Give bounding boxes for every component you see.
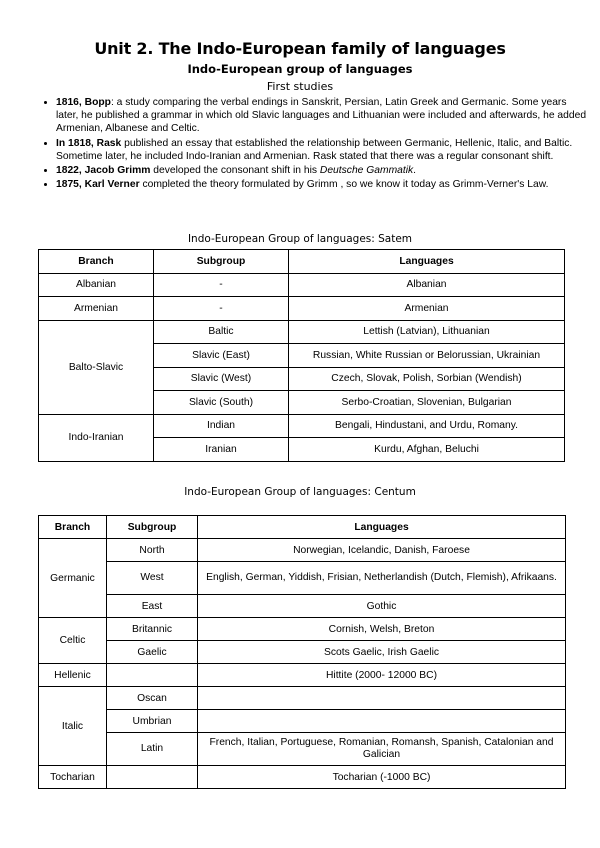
table-row — [39, 664, 566, 687]
subgroup-cell — [107, 766, 198, 789]
subgroup-cell: Umbrian — [107, 710, 198, 733]
languages-cell: Scots Gaelic, Irish Gaelic — [198, 641, 566, 664]
satem-table — [38, 249, 565, 462]
study-lead: In 1818, Rask — [56, 137, 122, 149]
branch-cell: Italic — [39, 687, 107, 766]
subgroup-cell: Iranian — [154, 438, 289, 462]
languages-cell: Armenian — [289, 297, 565, 321]
table-row — [39, 297, 565, 321]
languages-cell: Tocharian (-1000 BC) — [198, 766, 566, 789]
languages-cell: Russian, White Russian or Belorussian, Ukrainian — [289, 344, 565, 368]
table-row — [39, 273, 565, 297]
table-row — [39, 539, 566, 562]
study-text: developed the consonant shift in his — [150, 165, 320, 177]
table-row — [39, 710, 566, 733]
subgroup-cell: North — [107, 539, 198, 562]
list-item — [56, 96, 588, 136]
table-header-row — [39, 250, 565, 274]
study-lead: 1816, Bopp — [56, 97, 111, 108]
section-heading: First studies — [266, 80, 334, 93]
branch-cell: Tocharian — [39, 766, 107, 789]
list-item — [56, 137, 588, 163]
languages-cell: French, Italian, Portuguese, Romanian, Romansh, Spanish, Catalonian and Galician — [198, 733, 566, 766]
table-row — [39, 618, 566, 641]
languages-cell: Serbo-Croatian, Slovenian, Bulgarian — [289, 391, 565, 415]
subgroup-cell: West — [107, 562, 198, 595]
subgroup-cell: Oscan — [107, 687, 198, 710]
study-lead: 1875, Karl Verner — [56, 179, 140, 191]
branch-cell: Albanian — [39, 273, 154, 297]
languages-cell: Bengali, Hindustani, and Urdu, Romany. — [289, 414, 565, 438]
languages-cell: Norwegian, Icelandic, Danish, Faroese — [198, 539, 566, 562]
column-header: Branch — [39, 250, 154, 274]
subgroup-cell: - — [154, 273, 289, 297]
column-header: Languages — [289, 250, 565, 274]
study-text: completed the theory formulated by Grimm , so we know it today as Grimm-Verner's Law. — [139, 179, 549, 191]
languages-cell: Kurdu, Afghan, Beluchi — [289, 438, 565, 462]
subgroup-cell: Slavic (South) — [154, 391, 289, 415]
table-row — [39, 766, 566, 789]
centum-caption: Indo-European Group of languages: Centum — [184, 486, 416, 498]
table-row — [39, 414, 565, 438]
languages-cell: Cornish, Welsh, Breton — [198, 618, 566, 641]
subgroup-cell: Indian — [154, 414, 289, 438]
study-tail: . — [413, 165, 417, 177]
subgroup-cell: Slavic (West) — [154, 367, 289, 391]
languages-cell — [198, 687, 566, 710]
subgroup-cell: Gaelic — [107, 641, 198, 664]
table-row — [39, 595, 566, 618]
study-book-title: Deutsche Gammatik — [319, 165, 414, 177]
column-header: Languages — [198, 516, 566, 539]
study-lead: 1822, Jacob Grimm — [56, 165, 151, 177]
subgroup-cell — [107, 664, 198, 687]
branch-cell: Hellenic — [39, 664, 107, 687]
branch-cell: Indo-Iranian — [39, 414, 154, 461]
branch-cell: Armenian — [39, 297, 154, 321]
table-header-row — [39, 516, 566, 539]
subgroup-cell: - — [154, 297, 289, 321]
centum-table — [38, 515, 566, 789]
list-item — [56, 164, 588, 177]
page-title: Unit 2. The Indo-European family of languages — [94, 39, 506, 58]
table-row — [39, 562, 566, 595]
list-item — [56, 178, 588, 191]
languages-cell: English, German, Yiddish, Frisian, Netherlandish (Dutch, Flemish), Afrikaans. — [198, 562, 566, 595]
first-studies-list — [38, 96, 588, 192]
subgroup-cell: East — [107, 595, 198, 618]
languages-cell: Hittite (2000- 12000 BC) — [198, 664, 566, 687]
table-row — [39, 687, 566, 710]
satem-caption: Indo-European Group of languages: Satem — [187, 233, 413, 245]
subgroup-cell: Baltic — [154, 320, 289, 344]
column-header: Subgroup — [154, 250, 289, 274]
table-row — [39, 641, 566, 664]
branch-cell: Balto-Slavic — [39, 320, 154, 414]
languages-cell: Lettish (Latvian), Lithuanian — [289, 320, 565, 344]
table-row — [39, 733, 566, 766]
branch-cell: Celtic — [39, 618, 107, 664]
branch-cell: Germanic — [39, 539, 107, 618]
subgroup-cell: Britannic — [107, 618, 198, 641]
subgroup-cell: Latin — [107, 733, 198, 766]
languages-cell — [198, 710, 566, 733]
page-subtitle: Indo-European group of languages — [187, 62, 413, 76]
column-header: Branch — [39, 516, 107, 539]
table-row — [39, 320, 565, 344]
languages-cell: Gothic — [198, 595, 566, 618]
study-text: : a study comparing the verbal endings in Sanskrit, Persian, Latin Greek and Germanic. Some years later, he published a grammar in which old Slavic languages and Lithuanian were included and afterwards, he added Armenian, Albanese and Celtic. — [56, 97, 587, 135]
column-header: Subgroup — [107, 516, 198, 539]
languages-cell: Albanian — [289, 273, 565, 297]
study-text: published an essay that established the relationship between Germanic, Hellenic, Italic, and Baltic. Sometime later, he included Indo-Iranian and Armenian. Rask stated that there was a regular consonant shift. — [56, 137, 573, 162]
subgroup-cell: Slavic (East) — [154, 344, 289, 368]
languages-cell: Czech, Slovak, Polish, Sorbian (Wendish) — [289, 367, 565, 391]
